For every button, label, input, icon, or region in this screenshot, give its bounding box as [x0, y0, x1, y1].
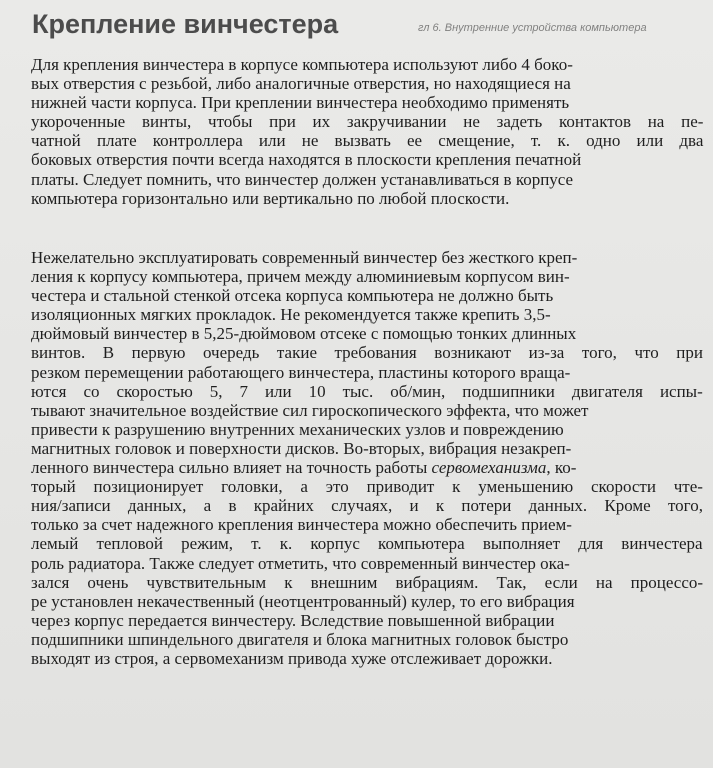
text-line: нижней части корпуса. При креплении винчестера необходимо применять	[31, 93, 570, 113]
text-line: Нежелательно эксплуатировать современный винчестер без жесткого креп-	[31, 248, 578, 267]
text-line: вых отверстия с резьбой, либо аналогичные отверстия, но находящиеся на	[31, 74, 571, 94]
line-start: ленного винчестера сильно влияет на точность работы	[31, 458, 432, 478]
text-line: изоляционных мягких прокладок. Не рекомендуется также крепить 3,5-	[31, 305, 551, 325]
text-line: выходят из строя, а сервомеханизм привода хуже отслеживает дорожки.	[31, 648, 553, 668]
text-line: боковых отверстия почти всегда находятся в плоскости крепления печатной	[31, 150, 582, 170]
text-line: роль радиатора. Также следует отметить, что современный винчестер ока-	[31, 553, 570, 573]
text-line: платы. Следует помнить, что винчестер должен устанавливаться в корпусе	[31, 169, 574, 189]
text-line: магнитных головок и поверхности дисков. Во-вторых, вибрация незакреп-	[31, 438, 572, 458]
text-line: зался очень чувствительным к внешним вибрациям. Так, если на процессо-	[31, 572, 704, 592]
text-line: ре установлен некачественный (неотцентрованный) кулер, то его вибрация	[31, 591, 575, 611]
text-line: торый позиционирует головки, а это приводит к уменьшению скорости чте-	[31, 477, 703, 497]
text-line: резком перемещении работающего винчестера, пластины которого враща-	[31, 362, 571, 382]
text-line: только за счет надежного крепления винчестера можно обеспечить прием-	[31, 515, 572, 535]
paragraph-1	[31, 55, 703, 208]
text-line: ния/записи данных, а в крайних случаях, и к потери данных. Кроме того,	[31, 496, 703, 516]
line-end: , ко-	[546, 458, 577, 478]
text-line: лемый тепловой режим, т. к. корпус компьютера выполняет для винчестера	[31, 534, 703, 554]
text-line: винтов. В первую очередь такие требования возникают из-за того, что при	[31, 343, 703, 363]
text-line: привести к разрушению внутренних механических узлов и повреждению	[31, 419, 564, 439]
text-line: тывают значительное воздействие сил гироскопического эффекта, что может	[31, 400, 589, 420]
text-line-with-emphasis	[31, 458, 703, 477]
text-line: укороченные винты, чтобы при их закручивании не задеть контактов на пе-	[31, 112, 704, 132]
text-line: ления к корпусу компьютера, причем между алюминиевым корпусом вин-	[31, 267, 570, 287]
bleed-through-text: гл 6. Внутренние устройства компьютера	[418, 22, 647, 34]
paragraph-2	[31, 248, 703, 668]
italic-term: сервомеханизма	[431, 458, 547, 478]
section-heading: Крепление винчестера	[32, 9, 339, 39]
text-line: чатной плате контроллера или не вызвать ее смещение, т. к. одно или два	[31, 131, 704, 151]
text-line: ются со скоростью 5, 7 или 10 тыс. об/мин, подшипники двигателя испы-	[31, 381, 703, 401]
text-line: дюймовый винчестер в 5,25-дюймовом отсеке с помощью тонких длинных	[31, 324, 577, 344]
text-line: компьютера горизонтально или вертикально по любой плоскости.	[31, 188, 510, 208]
text-line: подшипники шпиндельного двигателя и блока магнитных головок быстро	[31, 629, 569, 649]
text-line: Для крепления винчестера в корпусе компьютера используют либо 4 боко-	[31, 55, 573, 74]
text-line: через корпус передается винчестеру. Вследствие повышенной вибрации	[31, 610, 555, 630]
text-line: честера и стальной стенкой отсека корпуса компьютера не должно быть	[31, 286, 554, 306]
